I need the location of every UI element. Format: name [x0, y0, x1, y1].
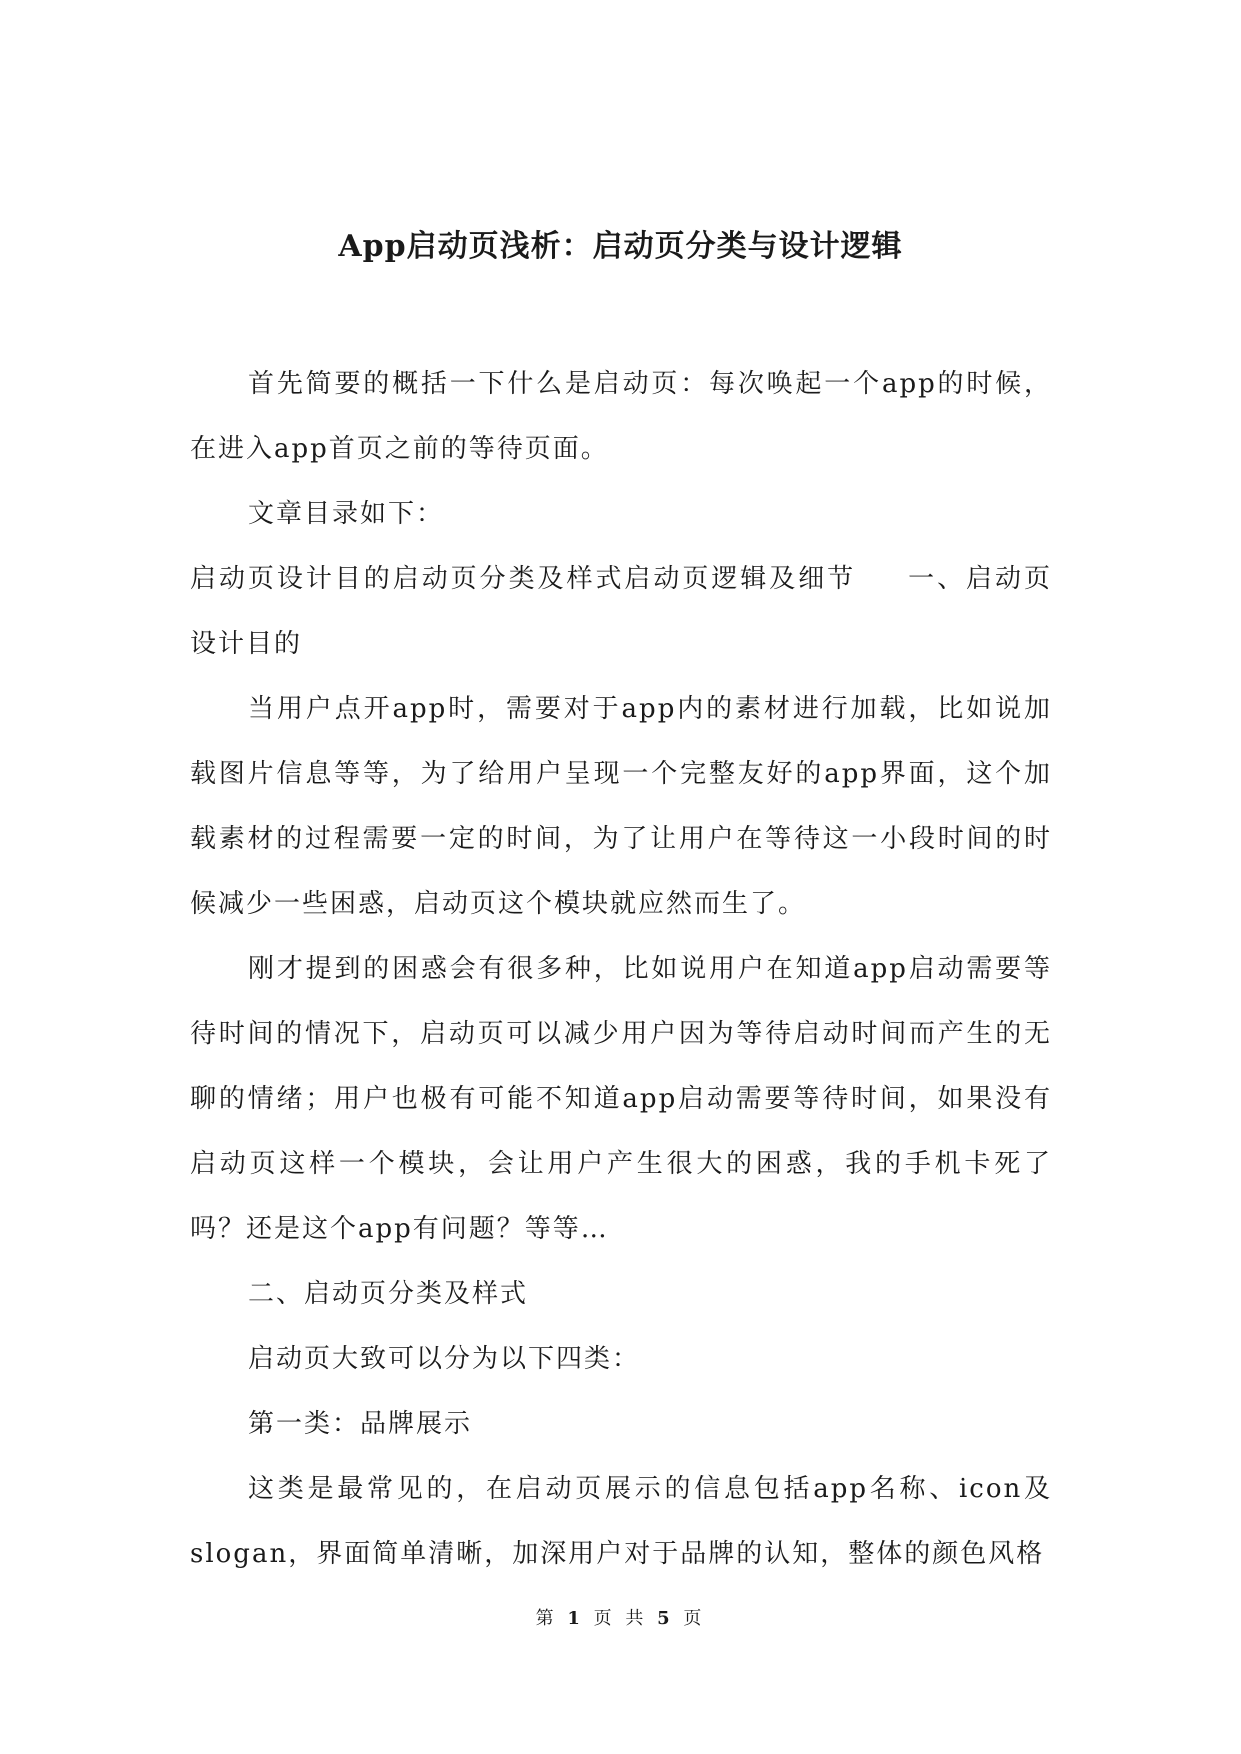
- brand-display-paragraph: 这类是最常见的，在启动页展示的信息包括app名称、icon及slogan，界面简单清晰，加深用户对于品牌的认知，整体的颜色风格: [190, 1474, 1052, 1569]
- categories-intro-paragraph: 启动页大致可以分为以下四类：: [248, 1344, 641, 1374]
- total-pages-number: 5: [657, 1608, 674, 1629]
- footer-prefix: 第: [535, 1608, 558, 1629]
- document-title: App启动页浅析：启动页分类与设计逻辑: [338, 229, 903, 264]
- purpose-paragraph: 当用户点开app时，需要对于app内的素材进行加载，比如说加载图片信息等等，为了给用户呈现一个完整友好的app界面，这个加载素材的过程需要一定的时间，为了让用户在等待这一小段时间的时候减少一些困惑，启动页这个模块就应然而生了。: [190, 694, 1052, 919]
- toc-paragraph: [190, 547, 1052, 677]
- footer-middle: 页 共: [593, 1608, 648, 1629]
- toc-items: 启动页设计目的启动页分类及样式启动页逻辑及细节: [190, 564, 857, 594]
- section-heading-1: 一、启动页设计目的: [190, 564, 1052, 659]
- section-heading-2: 二、启动页分类及样式: [248, 1279, 529, 1309]
- current-page-number: 1: [567, 1608, 584, 1629]
- toc-intro-paragraph: 文章目录如下：: [248, 499, 445, 529]
- footer-suffix: 页: [683, 1608, 706, 1629]
- document-body: [190, 352, 1052, 1587]
- intro-paragraph: 首先简要的概括一下什么是启动页：每次唤起一个app的时候，在进入app首页之前的等待页面。: [190, 369, 1052, 464]
- confusion-paragraph: 刚才提到的困惑会有很多种，比如说用户在知道app启动需要等待时间的情况下，启动页可以减少用户因为等待启动时间而产生的无聊的情绪；用户也极有可能不知道app启动需要等待时间，如果没有启动页这样一个模块，会让用户产生很大的困惑，我的手机卡死了吗？还是这个app有问题？等等…: [190, 954, 1052, 1244]
- page-footer: [0, 1604, 1241, 1630]
- category-1-heading: 第一类：品牌展示: [248, 1409, 473, 1439]
